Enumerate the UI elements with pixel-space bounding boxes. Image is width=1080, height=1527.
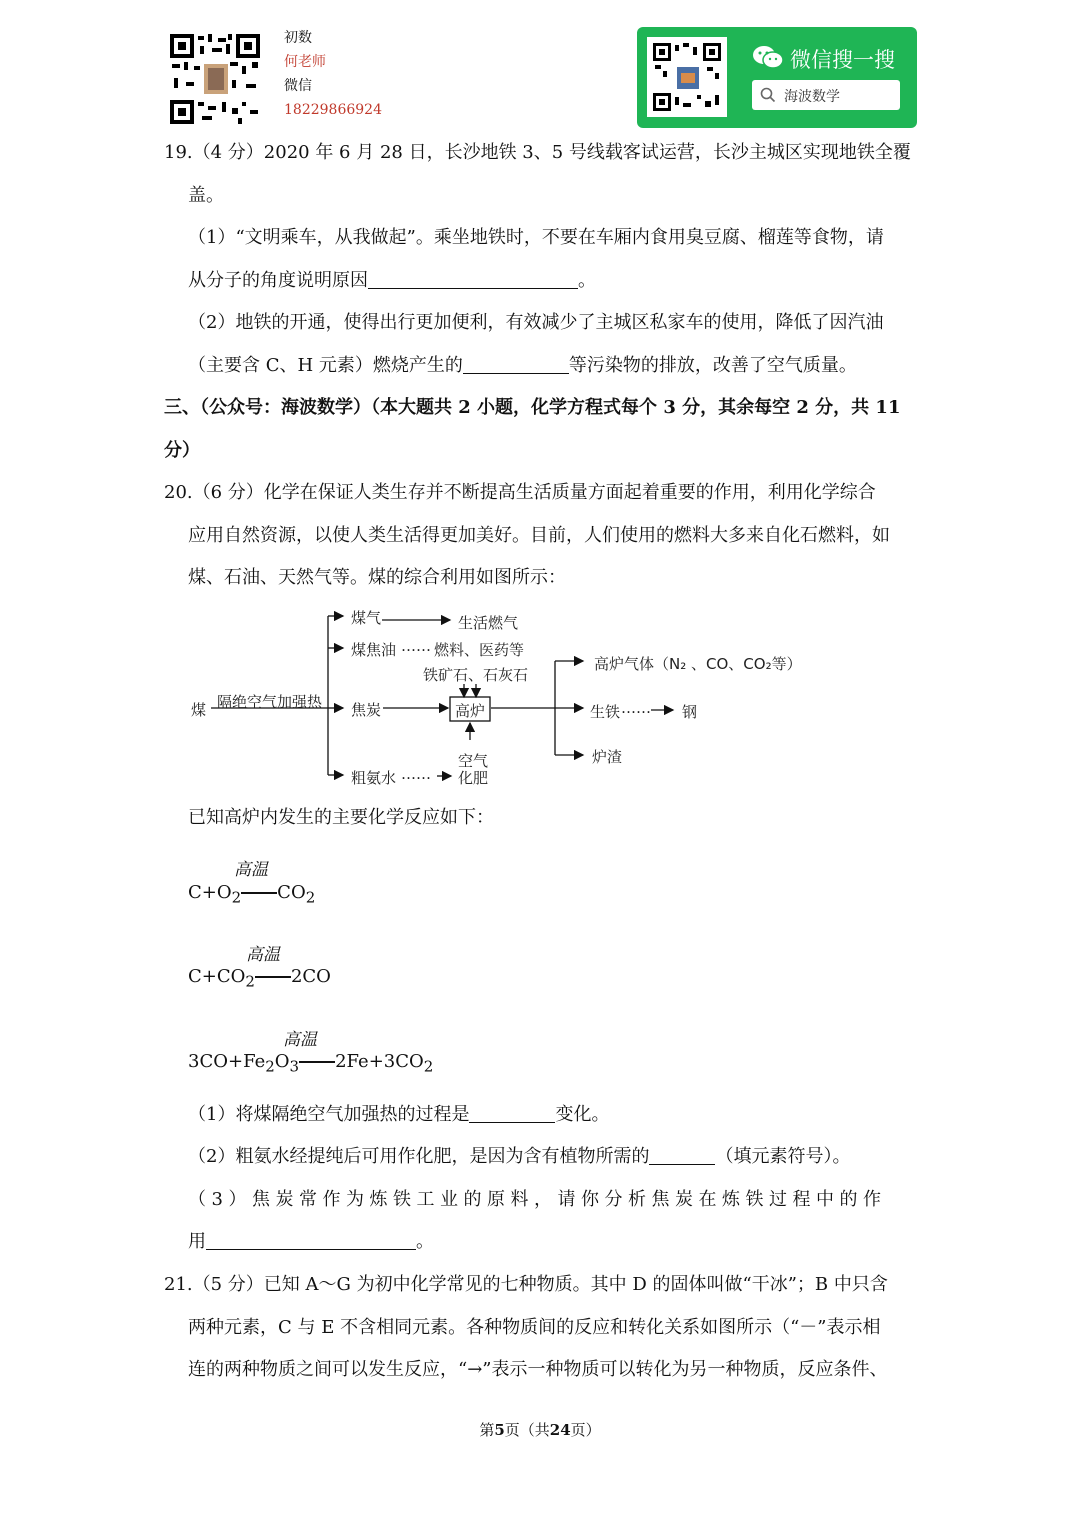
diagram-pig-iron: 生铁 [590, 703, 621, 721]
eq3-right: 2Fe+3CO [335, 1051, 424, 1072]
q20-sub2 [188, 1146, 850, 1168]
q19-part1-line-2 [188, 270, 596, 292]
footer-page-number: 5 [494, 1421, 505, 1439]
q19-line-2: 盖。 [188, 185, 224, 206]
q19-part2-text: （主要含 C、H 元素）燃烧产生的 [188, 355, 463, 376]
eq1-sub-2: 2 [305, 888, 316, 907]
page-footer [0, 1419, 1080, 1440]
wechat-search-title: 微信搜一搜 [790, 48, 895, 72]
diagram-dots-3: …… [621, 699, 651, 717]
q20-answer-blank-3[interactable] [206, 1231, 416, 1250]
q20-known-reactions: 已知高炉内发生的主要化学反应如下： [188, 807, 494, 828]
q19-part1-line-1: （1）“文明乘车，从我做起”。乘坐地铁时，不要在车厢内食用臭豆腐、榴莲等食物，请 [188, 227, 884, 248]
eq3-mid: O [274, 1051, 290, 1072]
eq3-arrow [299, 1061, 335, 1063]
footer-post: 页） [570, 1421, 601, 1439]
diagram-dots-2: …… [401, 765, 431, 783]
header-tag-1: 初数 [284, 30, 312, 46]
q20-sub3-text: 用 [188, 1231, 206, 1252]
diagram-steel: 钢 [682, 703, 698, 721]
eq1-condition: 高温 [234, 860, 268, 880]
footer-pre: 第 [479, 1421, 495, 1439]
q21-line-1: 21.（5 分）已知 A～G 为初中化学常见的七种物质。其中 D 的固体叫做“干冰”；B 中只含 [164, 1274, 888, 1295]
q20-sub2-end: （填元素符号）。 [715, 1146, 851, 1167]
eq2-sub-1: 2 [245, 972, 255, 991]
eq2-right: 2CO [290, 966, 331, 987]
diagram-tar: 煤焦油 [351, 641, 397, 659]
eq3-sub-3: 2 [423, 1057, 434, 1076]
eq2-left: C+CO [188, 966, 246, 987]
diagram-process: 隔绝空气加强热 [217, 693, 323, 711]
q21-line-3: 连的两种物质之间可以发生反应，“→”表示一种物质可以转化为另一种物质，反应条件、 [188, 1359, 888, 1380]
q20-line-2: 应用自然资源，以使人类生活得更加美好。目前，人们使用的燃料大多来自化石燃料，如 [188, 525, 890, 546]
q20-sub1-text: （1）将煤隔绝空气加强热的过程是 [188, 1104, 470, 1125]
q19-part1-text: 从分子的角度说明原因 [188, 270, 368, 291]
eq1-sub-1: 2 [231, 888, 242, 907]
section-3-heading-cont: 分） [164, 440, 200, 461]
footer-mid: 页（共 [504, 1421, 550, 1439]
q19-part2-line-2 [188, 355, 857, 377]
footer-total-pages: 24 [549, 1421, 571, 1439]
header-phone: 18229866924 [284, 102, 382, 118]
diagram-tar-use: 燃料、医药等 [434, 641, 525, 659]
q19-part2-line-1: （2）地铁的开通，使得出行更加便利，有效减少了主城区私家车的使用，降低了因汽油 [188, 312, 884, 333]
eq3-condition: 高温 [283, 1030, 317, 1050]
q19-part2-end: 等污染物的排放，改善了空气质量。 [568, 355, 857, 376]
diagram-dots-1: …… [401, 637, 431, 655]
diagram-slag: 炉渣 [592, 748, 623, 766]
q20-sub2-text: （2）粗氨水经提纯后可用作化肥，是因为含有植物所需的 [188, 1146, 650, 1167]
diagram-coke: 焦炭 [351, 701, 382, 719]
eq2-condition: 高温 [246, 945, 280, 965]
q19-answer-blank-1[interactable] [368, 270, 578, 289]
q20-sub3-line-2 [188, 1231, 434, 1253]
eq2-arrow [255, 976, 291, 978]
q20-line-1: 20.（6 分）化学在保证人类生存并不断提高生活质量方面起着重要的作用，利用化学综合 [164, 482, 876, 503]
diagram-fertilizer: 化肥 [458, 769, 489, 787]
diagram-air: 空气 [458, 752, 489, 770]
eq3-left: 3CO+Fe [188, 1051, 266, 1072]
equation-2 [188, 966, 331, 991]
wechat-logo-icon [752, 44, 784, 70]
diagram-ammonia: 粗氨水 [351, 769, 397, 787]
header-teacher: 何老师 [284, 54, 326, 70]
q20-line-3: 煤、石油、天然气等。煤的综合利用如图所示： [188, 567, 566, 588]
diagram-coal: 煤 [191, 701, 207, 719]
section-3-heading: 三、（公众号：海波数学）（本大题共 2 小题，化学方程式每个 3 分，其余每空 2 分，共 11 [164, 397, 901, 418]
q21-line-2: 两种元素，C 与 E 不含相同元素。各种物质间的反应和转化关系如图所示（“－”表示相 [188, 1317, 881, 1338]
diagram-gas: 煤气 [351, 609, 382, 627]
qr-code-right [647, 37, 727, 117]
q20-sub3-end: 。 [416, 1231, 434, 1252]
q20-sub1 [188, 1104, 609, 1126]
wechat-search-query: 海波数学 [784, 89, 840, 105]
eq3-sub-2: 3 [289, 1057, 300, 1076]
equation-3 [188, 1051, 433, 1076]
equation-1 [188, 882, 315, 907]
eq1-right: CO [277, 882, 306, 903]
q19-part1-end: 。 [578, 270, 596, 291]
diagram-furnace: 高炉 [455, 702, 486, 720]
diagram-furnace-gas: 高炉气体（N₂ 、CO、CO₂等） [594, 655, 802, 673]
q19-line-1: 19.（4 分）2020 年 6 月 28 日，长沙地铁 3、5 号线载客试运营，长沙主城区实现地铁全覆 [164, 142, 911, 163]
qr-code-left [168, 32, 262, 126]
q20-answer-blank-2[interactable] [649, 1146, 715, 1165]
diagram-gas-use: 生活燃气 [458, 614, 519, 632]
header-wechat-label: 微信 [284, 78, 312, 94]
eq1-arrow [241, 892, 277, 894]
search-icon [760, 87, 776, 103]
q20-answer-blank-1[interactable] [469, 1104, 555, 1123]
eq3-sub-1: 2 [265, 1057, 275, 1076]
diagram-ore: 铁矿石、石灰石 [423, 666, 529, 684]
eq1-left: C+O [188, 882, 232, 903]
q20-sub1-end: 变化。 [555, 1104, 610, 1125]
q19-answer-blank-2[interactable] [463, 355, 569, 374]
coal-utilization-diagram [185, 600, 805, 790]
q20-sub3-line-1: （3）焦炭常作为炼铁工业的原料，请你分析焦炭在炼铁过程中的作 [188, 1189, 887, 1210]
